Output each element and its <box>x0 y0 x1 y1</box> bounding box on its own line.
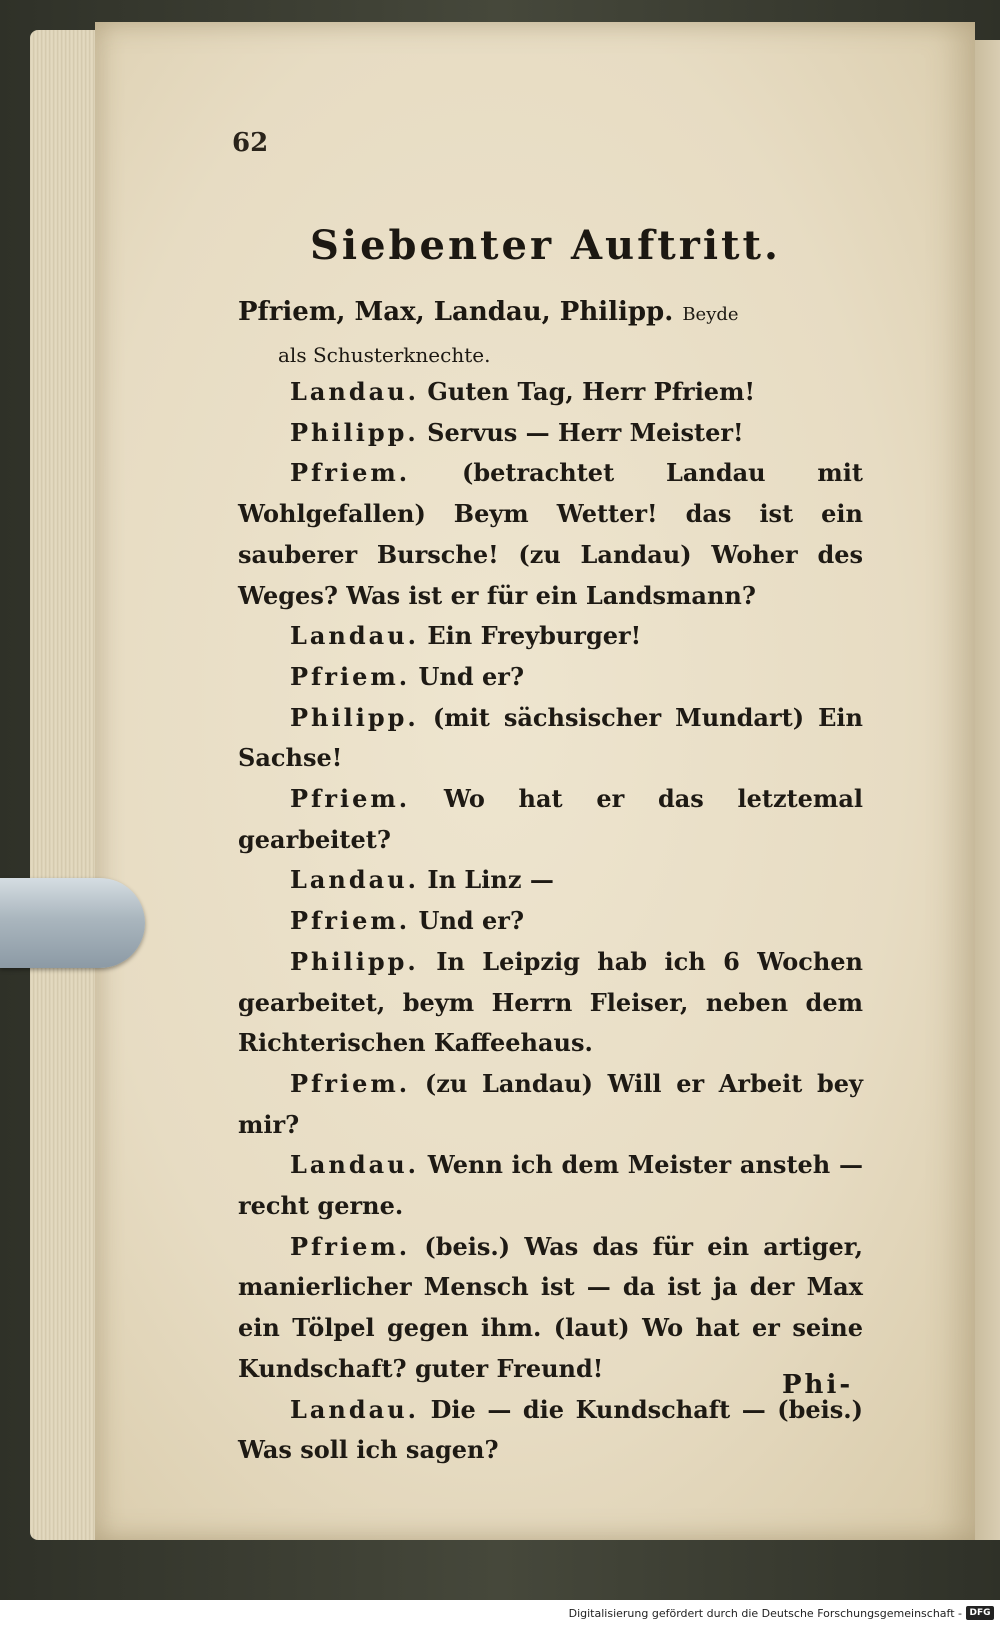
speech-text: (betrachtet Landau mit Wohlgefallen) Beym Wetter! das ist ein sauberer Bursche! (zu Landau) Woher des Weges? Was ist er für ein Landsmann? <box>238 458 864 610</box>
dialogue-line <box>238 413 863 454</box>
cast-names: Pfriem, Max, Landau, Philipp. <box>238 297 674 327</box>
speaker-name: Pfriem. <box>290 1068 411 1098</box>
scene-heading: Siebenter Auftritt. <box>310 222 781 269</box>
speaker-name: Pfriem. <box>290 1231 411 1261</box>
speech-text: Ein Freyburger! <box>427 621 642 651</box>
dialogue-line <box>238 657 863 698</box>
speech-text: Servus — Herr Meister! <box>427 417 744 447</box>
dfg-logo: DFG <box>966 1606 994 1620</box>
speech-text: Wo hat er das letztemal gearbeitet? <box>238 784 863 854</box>
cast-list <box>238 292 878 375</box>
dialogue-line <box>238 372 863 413</box>
speech-text: Guten Tag, Herr Pfriem! <box>427 377 756 406</box>
cast-note-continued: als Schusterknechte. <box>278 343 491 367</box>
speech-text: Die — die Kundschaft — (beis.) Was soll ich sagen? <box>238 1394 864 1465</box>
dialogue-line <box>238 453 863 616</box>
speaker-name: Pfriem. <box>290 906 411 936</box>
speaker-name: Pfriem. <box>290 458 411 488</box>
speech-text: In Leipzig hab ich 6 Wochen gearbeitet, beym Herrn Fleiser, neben dem Richterischen Kaffeehaus. <box>238 946 864 1058</box>
dialogue-line <box>238 901 863 942</box>
speech-text: Und er? <box>418 906 525 936</box>
dialogue-block <box>238 372 863 1471</box>
speaker-name: Philipp. <box>290 946 419 976</box>
speaker-name: Landau. <box>290 865 420 895</box>
speaker-name: Pfriem. <box>290 661 411 691</box>
catchword: Phi- <box>782 1370 854 1400</box>
facing-page-edge <box>972 40 1000 1540</box>
speech-text: (beis.) Was das für ein artiger, manierlicher Mensch ist — da ist ja der Max ein Tölpel gegen ihm. (laut) Wo hat er seine Kundschaft? guter Freund! <box>238 1231 863 1383</box>
bookmark-clip <box>0 878 145 968</box>
speech-text: (mit sächsischer Mundart) Ein Sachse! <box>238 702 863 773</box>
dialogue-line <box>238 1145 863 1226</box>
dialogue-line <box>238 1227 863 1390</box>
speaker-name: Philipp. <box>290 702 419 732</box>
dialogue-line <box>238 616 863 657</box>
dialogue-line <box>238 779 863 860</box>
speaker-name: Landau. <box>290 1150 420 1180</box>
speaker-name: Landau. <box>290 377 420 406</box>
speaker-name: Pfriem. <box>290 784 411 814</box>
dialogue-line <box>238 1064 863 1145</box>
speech-text: Und er? <box>418 661 525 691</box>
speaker-name: Landau. <box>290 621 420 651</box>
page-number: 62 <box>232 128 269 158</box>
speaker-name: Landau. <box>290 1394 420 1424</box>
speech-text: (zu Landau) Will er Arbeit bey mir? <box>238 1068 863 1139</box>
speech-text: In Linz — <box>427 865 554 895</box>
digitization-credit: Digitalisierung gefördert durch die Deutsche Forschungsgemeinschaft - <box>568 1607 962 1620</box>
dialogue-line <box>238 942 863 1064</box>
speech-text: Wenn ich dem Meister ansteh — recht gerne. <box>238 1150 863 1221</box>
dialogue-line <box>238 1390 863 1471</box>
speaker-name: Philipp. <box>290 417 419 447</box>
dialogue-line <box>238 860 863 901</box>
cast-note: Beyde <box>682 304 739 325</box>
dialogue-line <box>238 698 863 779</box>
